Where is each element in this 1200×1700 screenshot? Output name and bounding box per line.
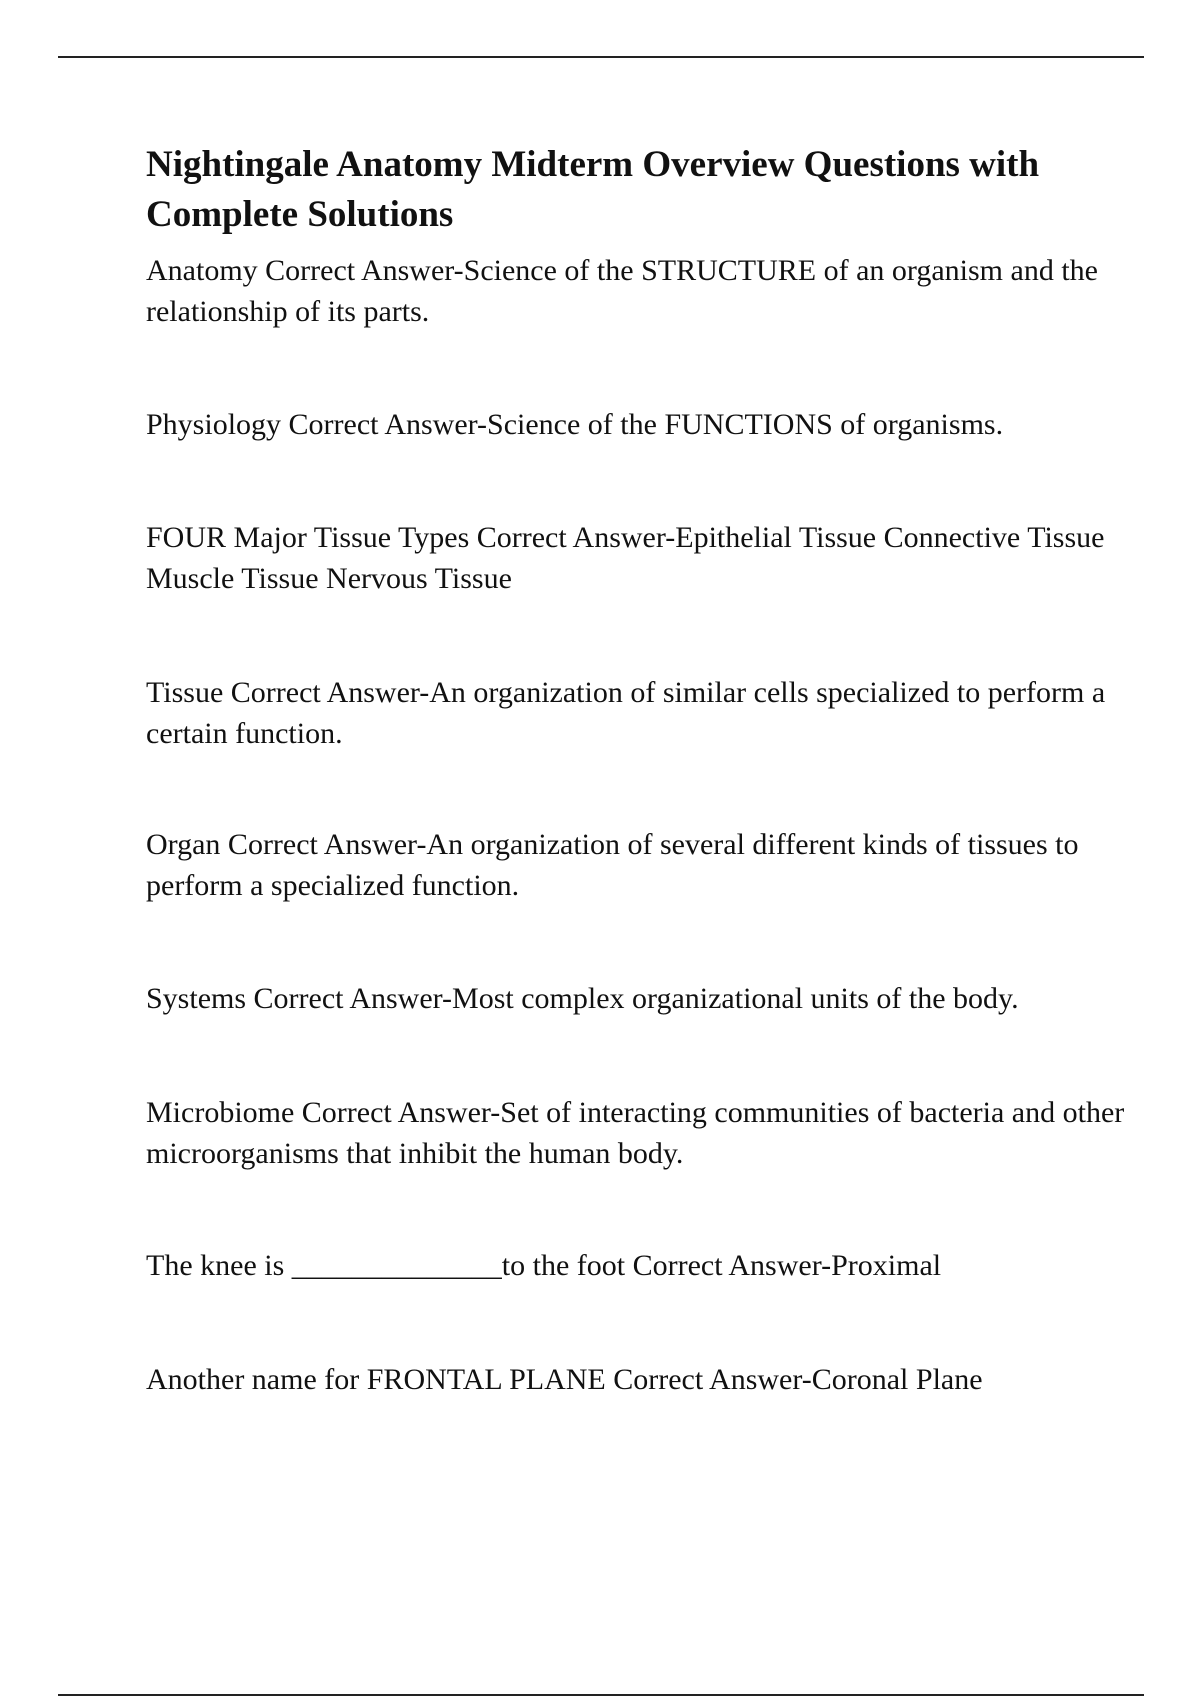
qa-item: Anatomy Correct Answer-Science of the STRUCTURE of an organism and the relationship of its parts. xyxy=(146,254,1098,328)
qa-item: Systems Correct Answer-Most complex organizational units of the body. xyxy=(146,982,1019,1015)
bottom-divider xyxy=(58,1694,1144,1696)
qa-item: Physiology Correct Answer-Science of the FUNCTIONS of organisms. xyxy=(146,408,1004,441)
document-title: Nightingale Anatomy Midterm Overview Questions with Complete Solutions xyxy=(146,144,1040,235)
document-body xyxy=(146,140,1126,1400)
qa-item: Organ Correct Answer-An organization of several different kinds of tissues to perform a specialized function. xyxy=(146,828,1079,902)
qa-item: Tissue Correct Answer-An organization of similar cells specialized to perform a certain function. xyxy=(146,676,1106,750)
qa-item: Another name for FRONTAL PLANE Correct Answer-Coronal Plane xyxy=(146,1363,983,1396)
qa-item: FOUR Major Tissue Types Correct Answer-Epithelial Tissue Connective Tissue Muscle Tissue Nervous Tissue xyxy=(146,521,1105,595)
qa-item: The knee is ______________to the foot Correct Answer-Proximal xyxy=(146,1249,942,1282)
qa-item: Microbiome Correct Answer-Set of interacting communities of bacteria and other microorganisms that inhibit the human body. xyxy=(146,1096,1125,1170)
top-divider xyxy=(58,56,1144,58)
